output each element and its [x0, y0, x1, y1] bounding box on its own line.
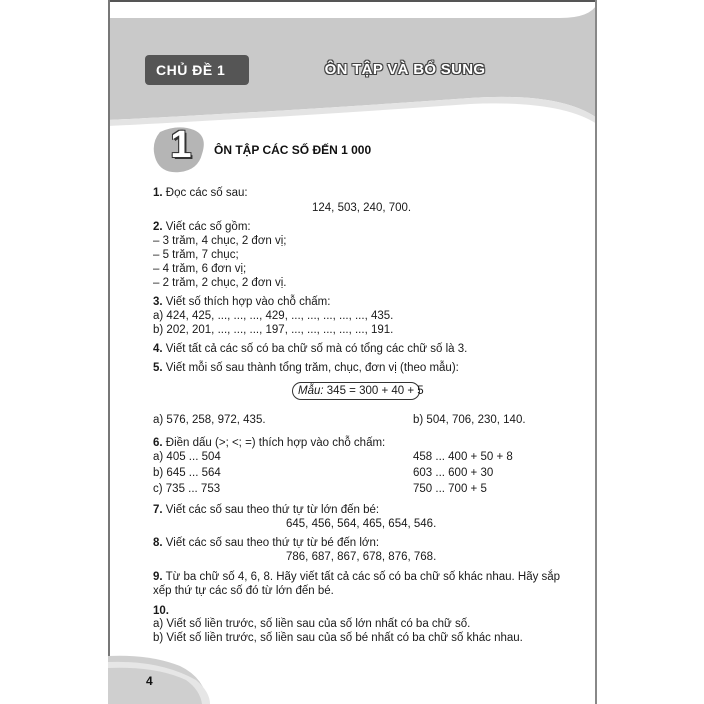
- exercise-text: Viết số thích hợp vào chỗ chấm:: [165, 296, 331, 308]
- exercise-text: Điền dấu (>; <; =) thích hợp vào chỗ chấm:: [165, 437, 386, 449]
- lesson-number: 1: [170, 124, 192, 166]
- exercise-1: [153, 186, 248, 200]
- list-item: – 3 trăm, 4 chục, 2 đơn vị;: [153, 235, 287, 247]
- exercise-6-item: b) 645 ... 564: [153, 467, 221, 479]
- exercise-7-numbers: 645, 456, 564, 465, 654, 546.: [286, 518, 437, 530]
- exercise-8: [153, 536, 379, 550]
- exercise-5: [153, 361, 459, 375]
- exercise-10-part-b: b) Viết số liền trước, số liền sau của số bé nhất có ba chữ số khác nhau.: [153, 632, 523, 644]
- page-number: 4: [146, 674, 153, 688]
- exercise-5-part-b: b) 504, 706, 230, 140.: [413, 414, 526, 426]
- exercise-1-numbers: 124, 503, 240, 700.: [312, 202, 412, 214]
- exercise-7: [153, 503, 379, 517]
- exercise-text: Viết các số gồm:: [165, 221, 251, 233]
- exercise-3-part-a: a) 424, 425, ..., ..., ..., 429, ..., ..., ..., ..., ..., 435.: [153, 310, 394, 322]
- page-right-edge: [595, 0, 597, 704]
- exercise-number: 1.: [153, 187, 163, 199]
- footer-wave: [0, 640, 704, 704]
- exercise-6-item: a) 405 ... 504: [153, 451, 221, 463]
- exercise-text: Viết mỗi số sau thành tổng trăm, chục, đơn vị (theo mẫu):: [165, 362, 459, 374]
- model-example: [298, 384, 424, 398]
- exercise-text: Viết các số sau theo thứ tự từ bé đến lớn:: [165, 537, 380, 549]
- page-top-edge: [108, 0, 596, 2]
- exercise-10-number: 10.: [153, 605, 169, 617]
- exercise-6-item: 458 ... 400 + 50 + 8: [413, 451, 513, 463]
- topic-title: ÔN TẬP VÀ BỔ SUNG: [324, 61, 486, 78]
- exercise-number: 3.: [153, 296, 163, 308]
- list-item: – 4 trăm, 6 đơn vị;: [153, 263, 247, 275]
- model-equation: 345 = 300 + 40 + 5: [326, 385, 424, 397]
- exercise-number: 9.: [153, 571, 163, 583]
- lesson-title: ÔN TẬP CÁC SỐ ĐẾN 1 000: [214, 143, 372, 157]
- exercise-6-item: 603 ... 600 + 30: [413, 467, 494, 479]
- exercise-text: Viết các số sau theo thứ tự từ lớn đến bé:: [165, 504, 380, 516]
- exercise-10-part-a: a) Viết số liền trước, số liền sau của số lớn nhất có ba chữ số.: [153, 618, 471, 630]
- list-item: – 5 trăm, 7 chục;: [153, 249, 239, 261]
- exercise-4: [153, 342, 467, 356]
- exercise-3: [153, 295, 330, 309]
- exercise-9-line-2: xếp thứ tự các số đó từ lớn đến bé.: [153, 585, 334, 597]
- model-label: Mẫu:: [298, 385, 324, 397]
- exercise-number: 4.: [153, 343, 163, 355]
- topic-label: CHỦ ĐỀ 1: [156, 62, 226, 78]
- list-item: – 2 trăm, 2 chục, 2 đơn vị.: [153, 277, 287, 289]
- exercise-5-part-a: a) 576, 258, 972, 435.: [153, 414, 266, 426]
- exercise-number: 8.: [153, 537, 163, 549]
- exercise-number: 2.: [153, 221, 163, 233]
- exercise-8-numbers: 786, 687, 867, 678, 876, 768.: [286, 551, 437, 563]
- exercise-number: 5.: [153, 362, 163, 374]
- exercise-text: Viết tất cả các số có ba chữ số mà có tổng các chữ số là 3.: [165, 343, 468, 355]
- exercise-text: Từ ba chữ số 4, 6, 8. Hãy viết tất cả các số có ba chữ số khác nhau. Hãy sắp: [165, 571, 561, 583]
- exercise-number: 7.: [153, 504, 163, 516]
- exercise-3-part-b: b) 202, 201, ..., ..., ..., 197, ..., ..., ..., ..., ..., 191.: [153, 324, 394, 336]
- exercise-2: [153, 220, 251, 234]
- exercise-6-item: c) 735 ... 753: [153, 483, 221, 495]
- exercise-6-item: 750 ... 700 + 5: [413, 483, 487, 495]
- page-left-edge: [108, 0, 110, 704]
- exercise-number: 6.: [153, 437, 163, 449]
- exercise-6: [153, 436, 385, 450]
- exercise-text: Đọc các số sau:: [165, 187, 248, 199]
- exercise-9: [153, 570, 560, 584]
